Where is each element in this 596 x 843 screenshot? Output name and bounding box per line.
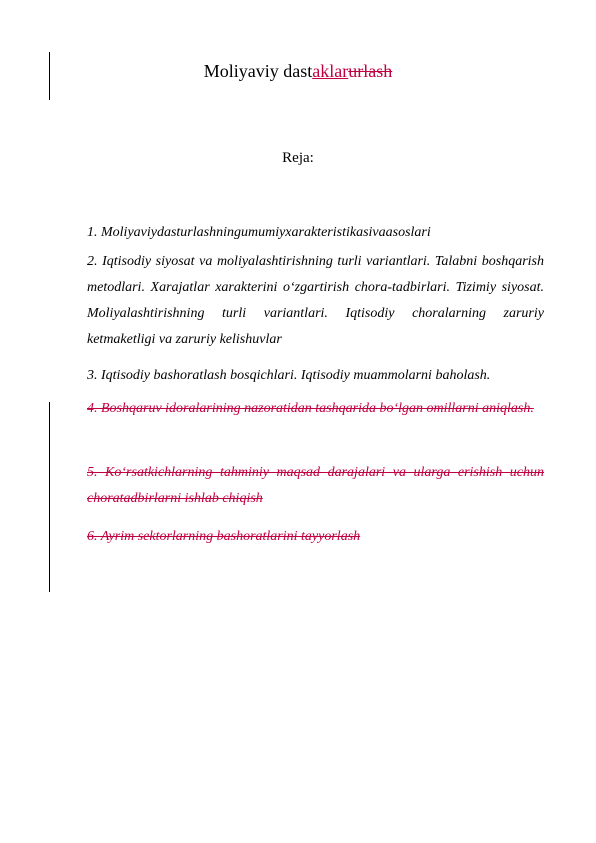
document-title [0,60,596,82]
plan-heading: Reja: [282,150,314,166]
plan-item-1: 1. Moliyaviydasturlashningumumiyxarakteristikasivaasoslari [87,225,431,240]
title-deleted-text: urlash [348,61,393,81]
plan-item-3: 3. Iqtisodiy bashoratlash bosqichlari. Iqtisodiy muammolarni baholash. [87,368,491,383]
title-text: Moliyaviy dast [203,61,313,81]
plan-item-2: 2. Iqtisodiy siyosat va moliyalashtirishning turli variantlari. Talabni boshqarish metodlari. Xarajatlar xarakterini o‘zgartirish chora-tadbirlari. Tizimiy siyosat. Moliyalashtirishning turli variantlari. Iqtisodiy choralarning zaruriy ketmaketligi va zaruriy kelishuvlar [87,254,544,347]
plan-item-4-deleted: 4. Boshqaruv idoralarining nazoratidan tashqarida bo‘lgan omillarni aniqlash. [87,401,534,416]
plan-item-6-deleted: 6. Ayrim sektorlarning bashoratlarini tayyorlash [87,529,361,544]
change-bar-deleted-items [49,402,50,592]
plan-item-5-deleted: 5. Ko‘rsatkichlarning tahminiy maqsad darajalari va ularga erishish uchun choratadbirlarni ishlab chiqish [87,465,544,506]
title-inserted-text: aklar [312,61,349,81]
